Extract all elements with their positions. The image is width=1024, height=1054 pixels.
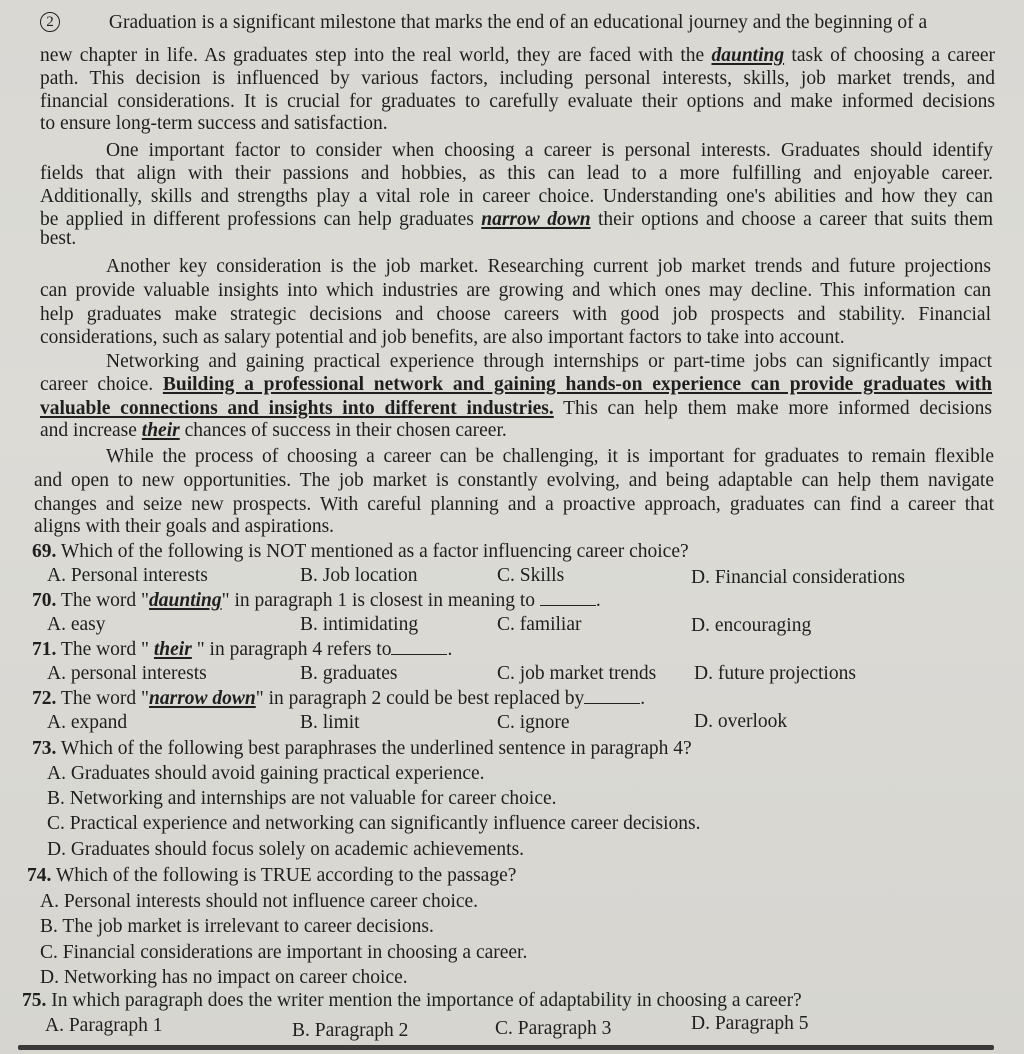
option-d[interactable]: D. Graduates should focus solely on academic achievements. [47,839,525,860]
question-69 [32,541,689,563]
keyword-narrow-down: narrow down [481,209,591,230]
option-d[interactable]: D. Paragraph 5 [691,1013,809,1034]
option-a[interactable]: A. Personal interests should not influence career choice. [40,891,479,912]
text: be applied in different professions can help graduates [40,209,482,230]
option-a[interactable]: A. Paragraph 1 [45,1015,163,1036]
passage-line: path. This decision is influenced by various factors, including personal interests, skills, job market trends, and [40,68,995,89]
question-number: 73. [32,738,57,759]
page-bottom-rule [18,1045,994,1050]
question-text: Which of the following best paraphrases the underlined sentence in paragraph 4? [60,738,692,759]
option-b[interactable]: B. Job location [300,565,418,586]
option-a[interactable]: A. Graduates should avoid gaining practical experience. [47,763,485,784]
option-d[interactable]: D. Financial considerations [691,567,905,588]
passage-line: One important factor to consider when choosing a career is personal interests. Graduates should identify [106,140,993,161]
question-text: In which paragraph does the writer mention the importance of adaptability in choosing a career? [51,990,802,1011]
text: their options and choose a career that suits them [590,209,993,230]
keyword-daunting: daunting [711,45,785,66]
text: " in paragraph 1 is closest in meaning to [221,590,536,611]
text: This can help them make more informed decisions [553,398,992,419]
option-a[interactable]: A. personal interests [47,663,207,684]
text: The word " [60,590,150,611]
passage-line: and open to new opportunities. The job market is constantly evolving, and being adaptable can help them navigate [34,470,994,491]
answer-blank [584,689,640,704]
option-b[interactable]: B. graduates [300,663,398,684]
option-a[interactable]: A. expand [47,712,128,733]
option-b[interactable]: B. limit [300,712,360,733]
passage-line: aligns with their goals and aspirations. [34,516,335,537]
passage-line: help graduates make strategic decisions and choose careers with good job prospects and stability. Financial [40,304,991,325]
passage-line [40,45,995,67]
question-75 [22,990,802,1012]
text: " in paragraph 2 could be best replaced by [255,688,585,709]
option-a[interactable]: A. easy [47,614,106,635]
text: task of choosing a career [784,45,995,66]
option-c[interactable]: C. Skills [497,565,565,586]
option-c[interactable]: C. Paragraph 3 [495,1018,612,1039]
passage-line: best. [40,228,77,249]
passage-line: financial considerations. It is crucial for graduates to carefully evaluate their options and make informed decisions [40,91,995,112]
option-b[interactable]: B. Networking and internships are not valuable for career choice. [47,788,557,809]
option-c[interactable]: C. familiar [497,614,582,635]
text: and increase [40,420,142,441]
question-text: Which of the following is NOT mentioned as a factor influencing career choice? [60,541,689,562]
keyword-their: their [141,420,180,441]
text: The word " [60,688,150,709]
passage-line [40,12,995,34]
text: . [640,688,646,709]
passage-line [40,420,507,442]
passage-line [40,398,992,420]
option-b[interactable]: B. The job market is irrelevant to career decisions. [40,916,434,937]
passage-line: Networking and gaining practical experience through internships or part-time jobs can significantly impact [106,351,992,372]
answer-blank [540,591,596,606]
underlined-sentence: valuable connections and insights into different industries. [40,398,554,419]
question-71 [32,639,452,661]
text: . [447,639,453,660]
option-c[interactable]: C. job market trends [497,663,657,684]
question-number: 74. [27,865,52,886]
question-73 [32,738,692,760]
question-number: 72. [32,688,57,709]
answer-blank [391,640,447,655]
passage-line: fields that align with their passions and hobbies, as this can lead to a more fulfilling and enjoyable career. [40,163,993,184]
option-c[interactable]: C. Financial considerations are important in choosing a career. [40,942,528,963]
question-74 [27,865,516,887]
text: . [595,590,601,611]
option-d[interactable]: D. Networking has no impact on career choice. [40,967,408,988]
question-number: 69. [32,541,57,562]
passage-line: can provide valuable insights into which industries are growing and which ones may decline. This information can [40,280,991,301]
text: chances of success in their chosen career. [179,420,507,441]
option-b[interactable]: B. Paragraph 2 [292,1020,409,1041]
passage-line: changes and seize new prospects. With careful planning and a proactive approach, graduates can find a career that [34,494,994,515]
question-number: 70. [32,590,57,611]
keyword-narrow-down: narrow down [149,688,256,709]
option-c[interactable]: C. ignore [497,712,570,733]
question-number: 71. [32,639,57,660]
text: new chapter in life. As graduates step into the real world, they are faced with the [40,45,712,66]
keyword-their: their [153,639,192,660]
paragraph-number-badge: 2 [40,12,60,32]
option-d[interactable]: D. future projections [694,663,856,684]
passage-line: to ensure long-term success and satisfaction. [40,113,388,134]
underlined-sentence: Building a professional network and gaining hands-on experience can provide graduates with [162,374,992,395]
passage-line [40,209,993,231]
passage-line: Another key consideration is the job market. Researching current job market trends and future projections [106,256,991,277]
keyword-daunting: daunting [149,590,222,611]
text: Graduation is a significant milestone that marks the end of an educational journey and the beginning of a [108,12,928,33]
option-c[interactable]: C. Practical experience and networking can significantly influence career decisions. [47,813,701,834]
passage-line: While the process of choosing a career can be challenging, it is important for graduates to remain flexible [106,446,994,467]
passage-line: considerations, such as salary potential and job benefits, are also important factors to take into account. [40,327,845,348]
option-a[interactable]: A. Personal interests [47,565,208,586]
text: The word " [60,639,154,660]
option-d[interactable]: D. overlook [694,711,788,732]
question-text: Which of the following is TRUE according to the passage? [55,865,517,886]
passage-line [40,374,992,396]
option-b[interactable]: B. intimidating [300,614,419,635]
text: " in paragraph 4 refers to [191,639,392,660]
text: career choice. [40,374,163,395]
question-number: 75. [22,990,47,1011]
passage-line: Additionally, skills and strengths play a vital role in career choice. Understanding one's abilities and how they can [40,186,993,207]
option-d[interactable]: D. encouraging [691,615,812,636]
question-70 [32,590,601,612]
question-72 [32,688,645,710]
